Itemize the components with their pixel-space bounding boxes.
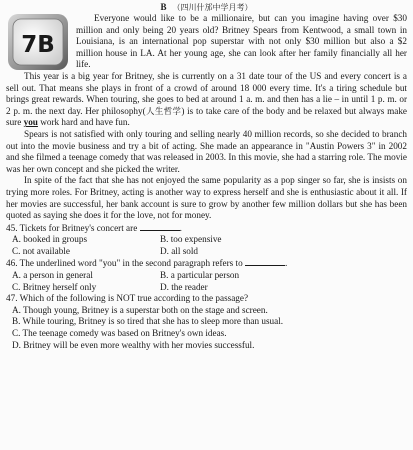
question-45 — [6, 222, 407, 258]
option-d[interactable]: D. the reader — [160, 281, 208, 292]
paragraph-2 — [6, 71, 407, 129]
option-c[interactable]: C. The teenage comedy was based on Britney's own ideas. — [12, 328, 227, 339]
paragraph-1: Everyone would like to be a millionaire, but can you imagine having over $30 million and only being 20 years old? Britney Spears from Kentwood, a small town in Louisiana, is an international pop superstar with not only $30 million but also a $2 million house in LA. At her young age, she can look after her family financially all her life. — [76, 13, 407, 70]
answer-blank — [245, 257, 288, 269]
option-d[interactable]: D. Britney will be even more wealthy with her movies successful. — [12, 339, 255, 350]
question-46 — [6, 257, 407, 293]
paragraph-2-part-a: This year is a big year for Britney, she is currently on a 31 date tour of the US and every concert is a sell out. That means she plays in front of a crowd of around 18 000 every time. It's a tiring schedule but brings great rewards. When touring, she goes to bed at around 1 a. m. and then has a lie – in until 1 p. m. or 2 p. m. the next day. Her philosophy( — [6, 70, 407, 116]
option-b[interactable]: B. a particular person — [160, 270, 240, 281]
paragraph-4: In spite of the fact that she has not enjoyed the same popularity as a pop singer so far, she is insists on trying more roles. For Britney, acting is another way to express herself and she is enthusiastic about it all. If her movies are successful, her bank account is sure to grow by another few million dollars but she has been quoted as saying she does it for the love, not for money. — [6, 175, 407, 221]
option-d[interactable]: D. all sold — [160, 245, 199, 256]
paragraph-3: Spears is not satisfied with only touring and selling nearly 40 million records, so she decided to branch out into the movie business and try a bit of acting. She made an appearance in "Austin Powers 3" in 2002 and she filmed a teenage comedy that was released in 2003. In this movie, she had a starring role. The movie was her own concept and she picked the writer. — [6, 128, 407, 174]
question-45-end: . — [179, 222, 182, 233]
answer-blank — [140, 222, 180, 231]
option-c[interactable]: C. not available — [12, 245, 70, 256]
question-46-end: . — [285, 258, 288, 269]
philosophy-chinese: 人生哲学 — [145, 105, 182, 116]
option-c[interactable]: C. Britney herself only — [12, 281, 97, 292]
underlined-word-you: you — [23, 117, 38, 128]
option-a[interactable]: A. a person in general — [12, 270, 93, 281]
paragraph-2-part-c: work hard and have fun. — [37, 117, 130, 128]
option-b[interactable]: B. too expensive — [160, 234, 222, 245]
question-47 — [6, 293, 407, 351]
question-47-stem: 47. Which of the following is NOT true according to the passage? — [6, 293, 249, 304]
option-b[interactable]: B. While touring, Britney is so tired that she has to sleep more than usual. — [12, 316, 284, 327]
paragraph-2-part-b: ) is to take care of the body and be relaxed but always make sure — [6, 105, 408, 128]
option-a[interactable]: A. booked in groups — [12, 234, 88, 245]
badge-label: 7B — [21, 32, 55, 58]
badge-7b-icon — [7, 12, 69, 72]
intro-paragraph-block — [76, 13, 407, 71]
option-a[interactable]: A. Though young, Britney is a superstar both on the stage and screen. — [12, 304, 268, 315]
section-letter: B — [160, 2, 167, 12]
question-45-stem: 45. Tickets for Britney's concert are — [6, 222, 138, 233]
question-46-stem: 46. The underlined word "you" in the second paragraph refers to — [6, 258, 243, 269]
source-note: （四川什邡中学月考） — [172, 3, 253, 12]
